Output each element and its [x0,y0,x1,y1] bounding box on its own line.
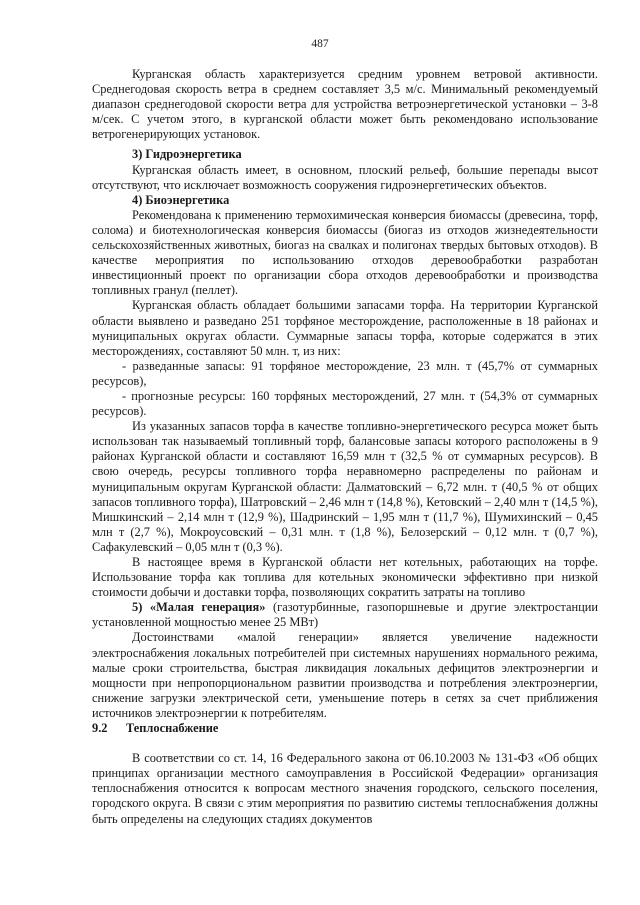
section-heading-heat [92,721,598,736]
paragraph-heat-supply: В соответствии со ст. 14, 16 Федерального закона от 06.10.2003 № 131-ФЗ «Об общих принципах организации местного самоуправления в Российской Федерации» организация теплоснабжения относится к вопросам местного значения городского, сельского поселения, городского округа. В связи с этим мероприятия по развитию системы теплоснабжения должны быть определены на следующих стадиях документов [92,751,598,826]
paragraph-peat-boilers: В настоящее время в Курганской области нет котельных, работающих на торфе. Использование торфа как топлива для котельных экономически эффективно при низкой стоимости добычи и доставки торфа, позволяющих сократить затраты на топливо [92,555,598,600]
paragraph-wind: Курганская область характеризуется средним уровнем ветровой активности. Среднегодовая скорость ветра в среднем составляет 3,5 м/с. Минимальный рекомендуемый диапазон среднегодовой скорости ветра для устройства ветроэнергетической установки – 3-8 м/сек. С учетом этого, в курганской области может быть рекомендовано использование ветрогенерирующих установок. [92,67,598,142]
heading-bio: 4) Биоэнергетика [132,192,230,207]
section-number: 9.2 [92,721,108,736]
list-item-explored: - разведанные запасы: 91 торфяное месторождение, 23 млн. т (45,7% от суммарных ресурсов), [92,358,598,388]
paragraph-peat-districts: Из указанных запасов торфа в качестве топливно-энергетического ресурса может быть использован так называемый топливный торф, балансовые запасы которого расположены в 9 районах Курганской области и составляют 16,59 млн т (32,5 % от суммарных ресурсов). В свою очередь, ресурсы топливного торфа неравномерно распределены по районам и муниципальным округам Курганской области: Далматовский – 6,72 млн. т (40,5 % от общих запасов топливного торфа), Шатровский – 2,46 млн т (14,8 %), Кетовский – 2,40 млн т (14,5 %), Мишкинский – 2,14 млн т (12,9 %), Шадринский – 1,95 млн т (11,7 %), Шумихинский – 0,45 млн т (2,7 %), Мокроусовский – 0,31 млн. т (1,8 %), Белозерский – 0,12 млн. т (0,7 %), Сафакулевский – 0,05 млн т (0,3 %). [92,419,598,554]
page-number: 487 [311,38,329,50]
heading-hydro: 3) Гидроэнергетика [132,147,242,162]
list-item-forecast: - прогнозные ресурсы: 160 торфяных месторождений, 27 млн. т (54,3% от суммарных ресурсов). [92,388,598,419]
section-title: Теплоснабжение [126,721,219,736]
page-content [92,67,598,827]
paragraph-hydro: Курганская область имеет, в основном, плоский рельеф, большие перепады высот отсутствуют, что исключает возможность сооружения гидроэнергетических объектов. [92,162,598,192]
paragraph-small-generation: Достоинствами «малой генерации» является увеличение надежности электроснабжения локальных потребителей при системных нарушениях нормального режима, малые сроки строительства, быстрая ликвидация локальных дефицитов электроэнергии и мощности при непропорциональном развитии производства и потребления электроэнергии, снижение загрузки электрической сети, уменьшение потерь в сетях за счет приближения источников электроэнергии к потребителям. [92,630,598,720]
heading-small-generation [92,600,598,630]
heading-small-generation-title: 5) «Малая генерация» [132,600,266,615]
paragraph-peat: Курганская область обладает большими запасами торфа. На территории Курганской области выявлено и разведано 251 торфяное месторождение, расположенные в 18 районах и муниципальных округах области. Суммарные запасы торфа, которые содержатся в этих месторождениях, составляют 50 млн. т, из них: [92,298,598,358]
paragraph-bio: Рекомендована к применению термохимическая конверсия биомассы (древесина, торф, солома) и биотехнологическая конверсия биомассы (биогаз из отходов жизнедеятельности сельскохозяйственных животных, биогаз на свалках и полигонах твердых бытовых отходов). В качестве мероприятия по использованию отходов деревообработки разработан инвестиционный проект по организации сбора отходов деревообработки и производства топливных гранул (пеллет). [92,207,598,298]
heading-small-generation-desc: (газотурбинные, газопоршневые и другие электростанции установленной мощностью менее 25 МВт) [92,600,598,630]
